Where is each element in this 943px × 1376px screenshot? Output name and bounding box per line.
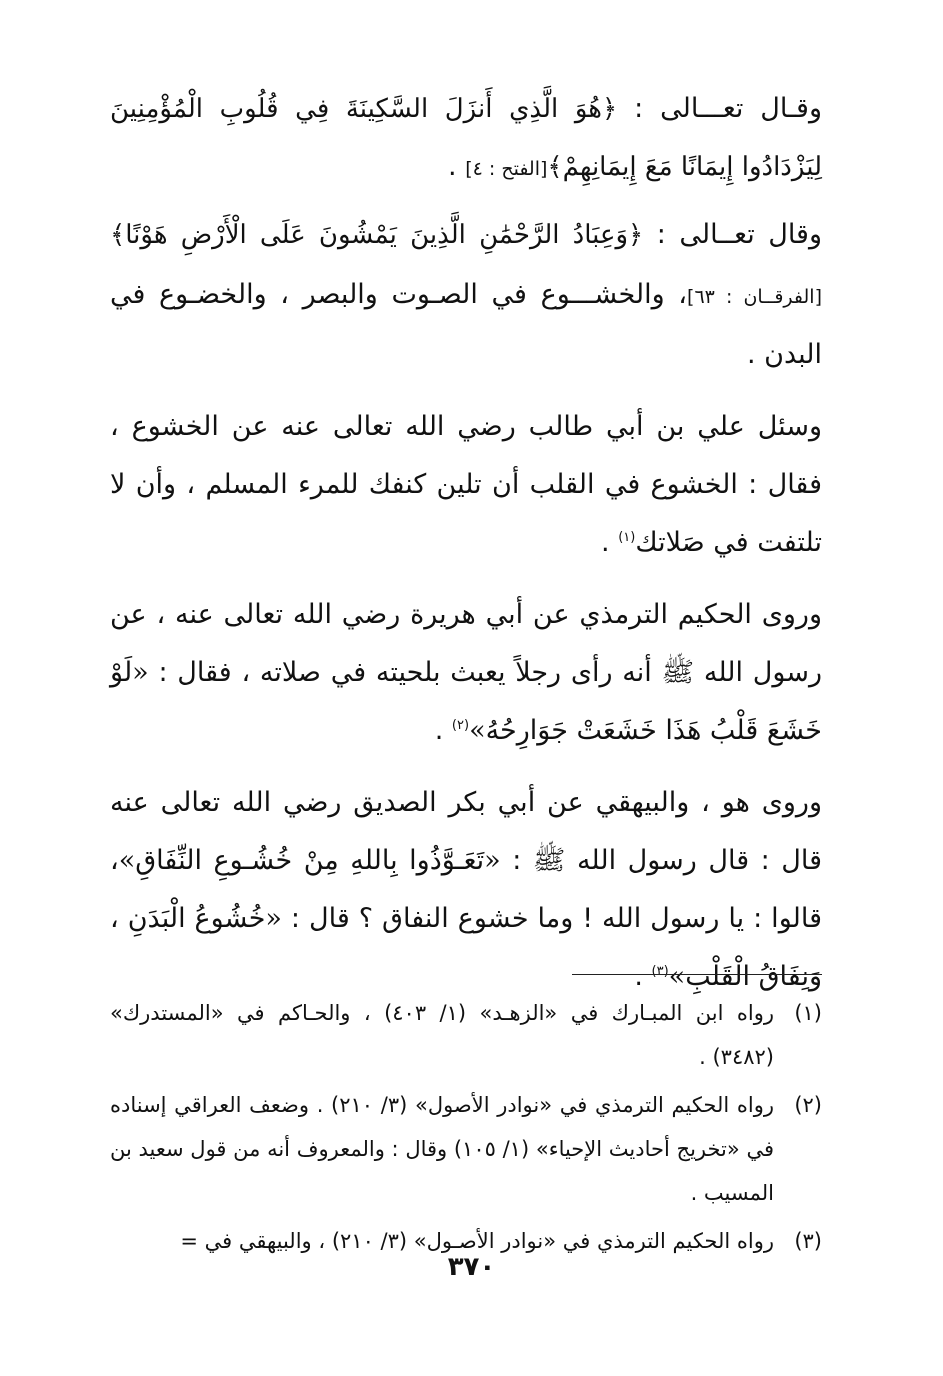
paragraph-4-text: وروى الحكيم الترمذي عن أبي هريرة رضي الله تعالى عنه ، عن رسول الله ﷺ أنه رأى رجلاً يعبث بلحيته في صلاته ، فقال : [110, 599, 822, 688]
footnote-item [110, 991, 822, 1079]
paragraph-5-end: . [634, 961, 652, 992]
paragraph-2 [110, 206, 822, 384]
page-number: ٣٧٠ [447, 1252, 496, 1282]
footnote-marker-1[interactable]: (١) [618, 530, 636, 545]
paragraph-3-text: وسئل علي بن أبي طالب رضي الله تعالى عنه عن الخشوع ، فقال : الخشوع في القلب أن تلين كنفك للمرء المسلم ، وأن لا تلتفت في صَلاتك [110, 411, 822, 558]
hadith-text-2: «تَعَـوَّذُوا بِاللهِ مِنْ خُشُـوعِ النِّفَاقِ» [118, 845, 501, 876]
hadith-text-1: «لَوْ خَشَعَ قَلْبُ هَذَا خَشَعَتْ جَوَارِحُهُ» [110, 657, 822, 746]
paragraph-4-end: . [434, 715, 452, 746]
footnote-text: رواه ابن المبـارك في «الزهـد» (١/ ٤٠٣) ، والحـاكم في «المستدرك» (٣٤٨٢) . [110, 1001, 774, 1069]
paragraph-3-end: . [601, 527, 619, 558]
footnote-number: (٢) [794, 1093, 822, 1117]
footnote-divider [572, 974, 822, 975]
footnote-text: رواه الحكيم الترمذي في «نوادر الأصول» (٣/ ٢١٠) . وضعف العراقي إسناده في «تخريج أحاديث الإحياء» (١/ ١٠٥) وقال : والمعروف أنه من قول سعيد بن المسيب . [110, 1093, 774, 1205]
paragraph-1-lead: وقـال تعـــالى : [617, 93, 822, 124]
verse-reference-furqan: [الفرقــان : ٦٣] [687, 286, 823, 308]
footnotes-section [110, 948, 822, 1267]
paragraph-2-lead: وقال تعــالى : [643, 219, 822, 250]
footnote-marker-2[interactable]: (٢) [451, 718, 470, 733]
paragraph-5-middle: ، قالوا : يا رسول الله ! وما خشوع النفاق ؟ قال : [110, 845, 822, 934]
paragraph-3 [110, 398, 822, 572]
paragraph-1 [110, 80, 822, 198]
footnote-marker-3[interactable]: (٣) [651, 964, 669, 979]
paragraph-4 [110, 586, 822, 760]
footnote-item [110, 1083, 822, 1215]
footnote-text: رواه الحكيم الترمذي في «نوادر الأصـول» (٣/ ٢١٠) ، والبيهقي في = [180, 1229, 774, 1253]
quran-verse-furqan: ﴿وَعِبَادُ الرَّحْمَٰنِ الَّذِينَ يَمْشُونَ عَلَى الْأَرْضِ هَوْنًا﴾ [110, 220, 644, 250]
hadith-text-3: «خُشُوعُ الْبَدَنِ ، وَنِفَاقُ الْقَلْبِ» [110, 903, 822, 992]
footnote-number: (٣) [794, 1229, 822, 1253]
quran-verse-fath: ﴿هُوَ الَّذِي أَنزَلَ السَّكِينَةَ فِي قُلُوبِ الْمُؤْمِنِينَ لِيَزْدَادُوا إِيمَانًا مَعَ إِيمَانِهِمْ﴾ [110, 94, 822, 182]
paragraph-2-rest: ، والخشـــوع في الصـوت والبصر ، والخضـوع في البدن . [110, 279, 822, 370]
verse-reference-fath: [الفتح : ٤] [465, 158, 548, 180]
paragraph-5-text: وروى هو ، والبيهقي عن أبي بكر الصديق رضي الله تعالى عنه قال : قال رسول الله ﷺ : [110, 787, 823, 876]
paragraph-1-end: . [448, 151, 466, 182]
footnote-number: (١) [794, 1001, 822, 1025]
